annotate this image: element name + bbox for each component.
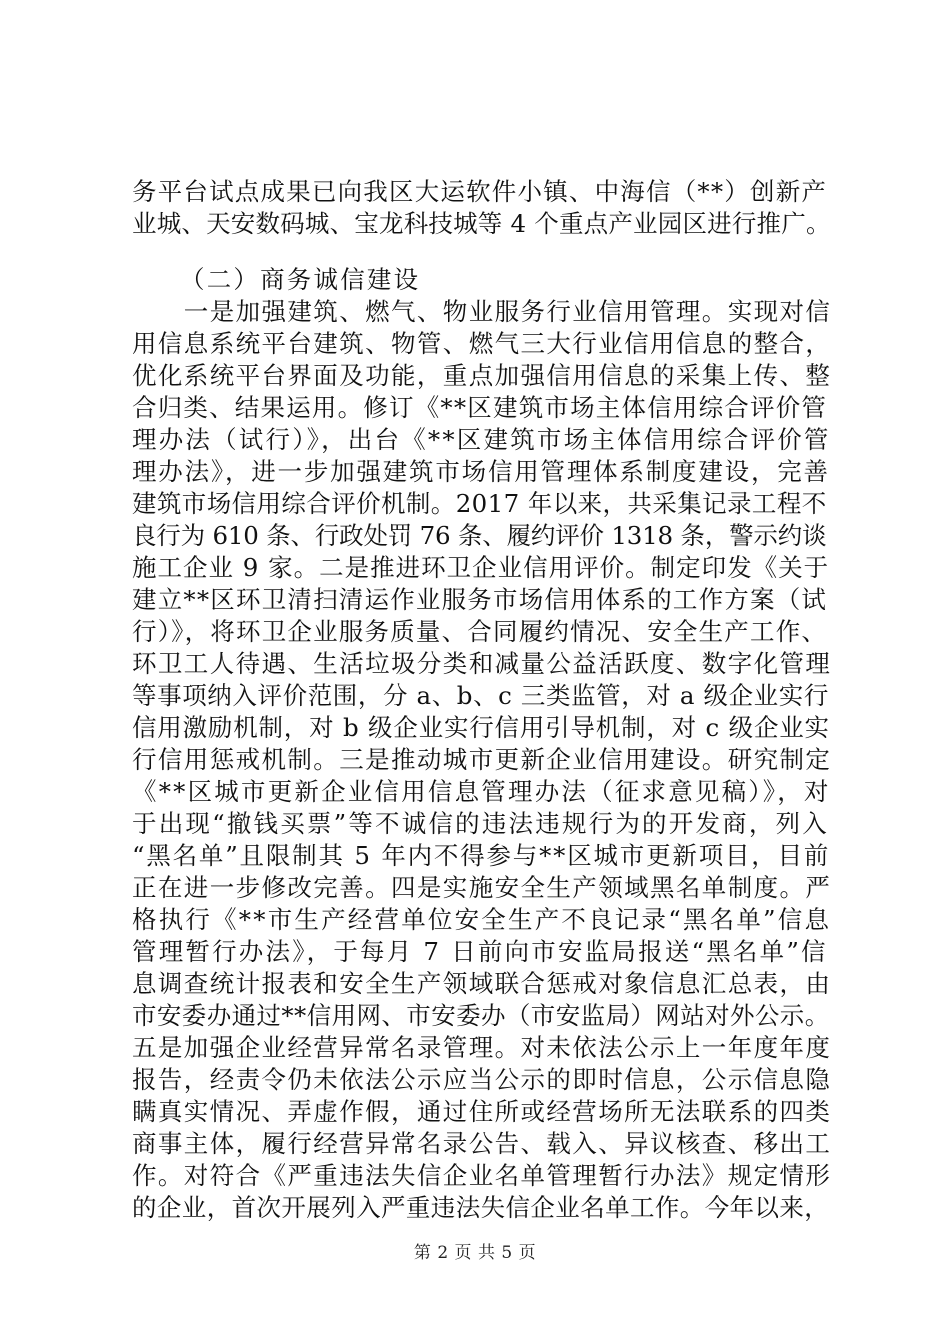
text-line: 五是加强企业经营异常名录管理。对未依法公示上一年度年度	[132, 1033, 832, 1062]
text-line: 息调查统计报表和安全生产领域联合惩戒对象信息汇总表，由	[132, 969, 832, 998]
text-line: 理办法》，进一步加强建筑市场信用管理体系制度建设，完善	[132, 457, 830, 486]
text-line: 行）》，将环卫企业服务质量、合同履约情况、安全生产工作、	[132, 617, 828, 646]
text-line: 一是加强建筑、燃气、物业服务行业信用管理。实现对信	[132, 297, 832, 326]
text-line: 施工企业 9 家。二是推进环卫企业信用评价。制定印发《关于	[132, 553, 830, 582]
text-line: 商事主体，履行经营异常名录公告、载入、异议核查、移出工	[132, 1129, 832, 1158]
text-line: 正在进一步修改完善。四是实施安全生产领域黑名单制度。严	[132, 873, 832, 902]
text-line: 瞒真实情况、弄虚作假，通过住所或经营场所无法联系的四类	[132, 1097, 832, 1126]
text-line: 于出现“撤钱买票”等不诚信的违法违规行为的开发商，列入	[132, 809, 829, 838]
intro-paragraph	[132, 176, 832, 240]
text-line: 行信用惩戒机制。三是推动城市更新企业信用建设。研究制定	[132, 745, 832, 774]
text-line: 合归类、结果运用。修订《**区建筑市场主体信用综合评价管	[132, 393, 828, 422]
text-line: 信用激励机制，对 b 级企业实行信用引导机制，对 c 级企业实	[132, 713, 830, 742]
text-line: 务平台试点成果已向我区大运软件小镇、中海信（**）创新产	[132, 177, 828, 206]
page-footer: 第 2 页 共 5 页	[413, 1243, 537, 1263]
text-line: 《**区城市更新企业信用信息管理办法（征求意见稿）》，对	[132, 777, 831, 806]
text-line: 环卫工人待遇、生活垃圾分类和减量公益活跃度、数字化管理	[132, 649, 832, 678]
text-line: 格执行《**市生产经营单位安全生产不良记录“黑名单”信息	[132, 905, 832, 934]
text-line: “黑名单”且限制其 5 年内不得参与**区城市更新项目，目前	[132, 841, 831, 870]
section-heading: （二）商务诚信建设	[180, 265, 421, 294]
text-line: 报告，经责令仍未依法公示应当公示的即时信息，公示信息隐	[132, 1065, 832, 1094]
text-line: 业城、天安数码城、宝龙科技城等 4 个重点产业园区进行推广。	[132, 209, 831, 238]
text-line: 管理暂行办法》，于每月 7 日前向市安监局报送“黑名单”信	[132, 937, 828, 966]
text-line: 用信息系统平台建筑、物管、燃气三大行业信用信息的整合，	[132, 329, 832, 358]
text-line: 的企业，首次开展列入严重违法失信企业名单工作。今年以来，	[132, 1193, 830, 1222]
text-line: 等事项纳入评价范围，分 a、b、c 三类监管，对 a 级企业实行	[132, 681, 829, 710]
text-line: 作。对符合《严重违法失信企业名单管理暂行办法》规定情形	[132, 1161, 832, 1190]
text-line: 理办法（试行）》，出台《**区建筑市场主体信用综合评价管	[132, 425, 831, 454]
text-line: 建立**区环卫清扫清运作业服务市场信用体系的工作方案（试	[132, 585, 828, 614]
text-line: 优化系统平台界面及功能，重点加强信用信息的采集上传、整	[132, 361, 832, 390]
text-line: 建筑市场信用综合评价机制。2017 年以来，共采集记录工程不	[132, 489, 827, 518]
text-line: 良行为 610 条、行政处罚 76 条、履约评价 1318 条，警示约谈	[132, 521, 827, 550]
body-paragraph	[132, 296, 832, 1224]
text-line: 市安委办通过**信用网、市安委办（市安监局）网站对外公示。	[132, 1001, 830, 1030]
